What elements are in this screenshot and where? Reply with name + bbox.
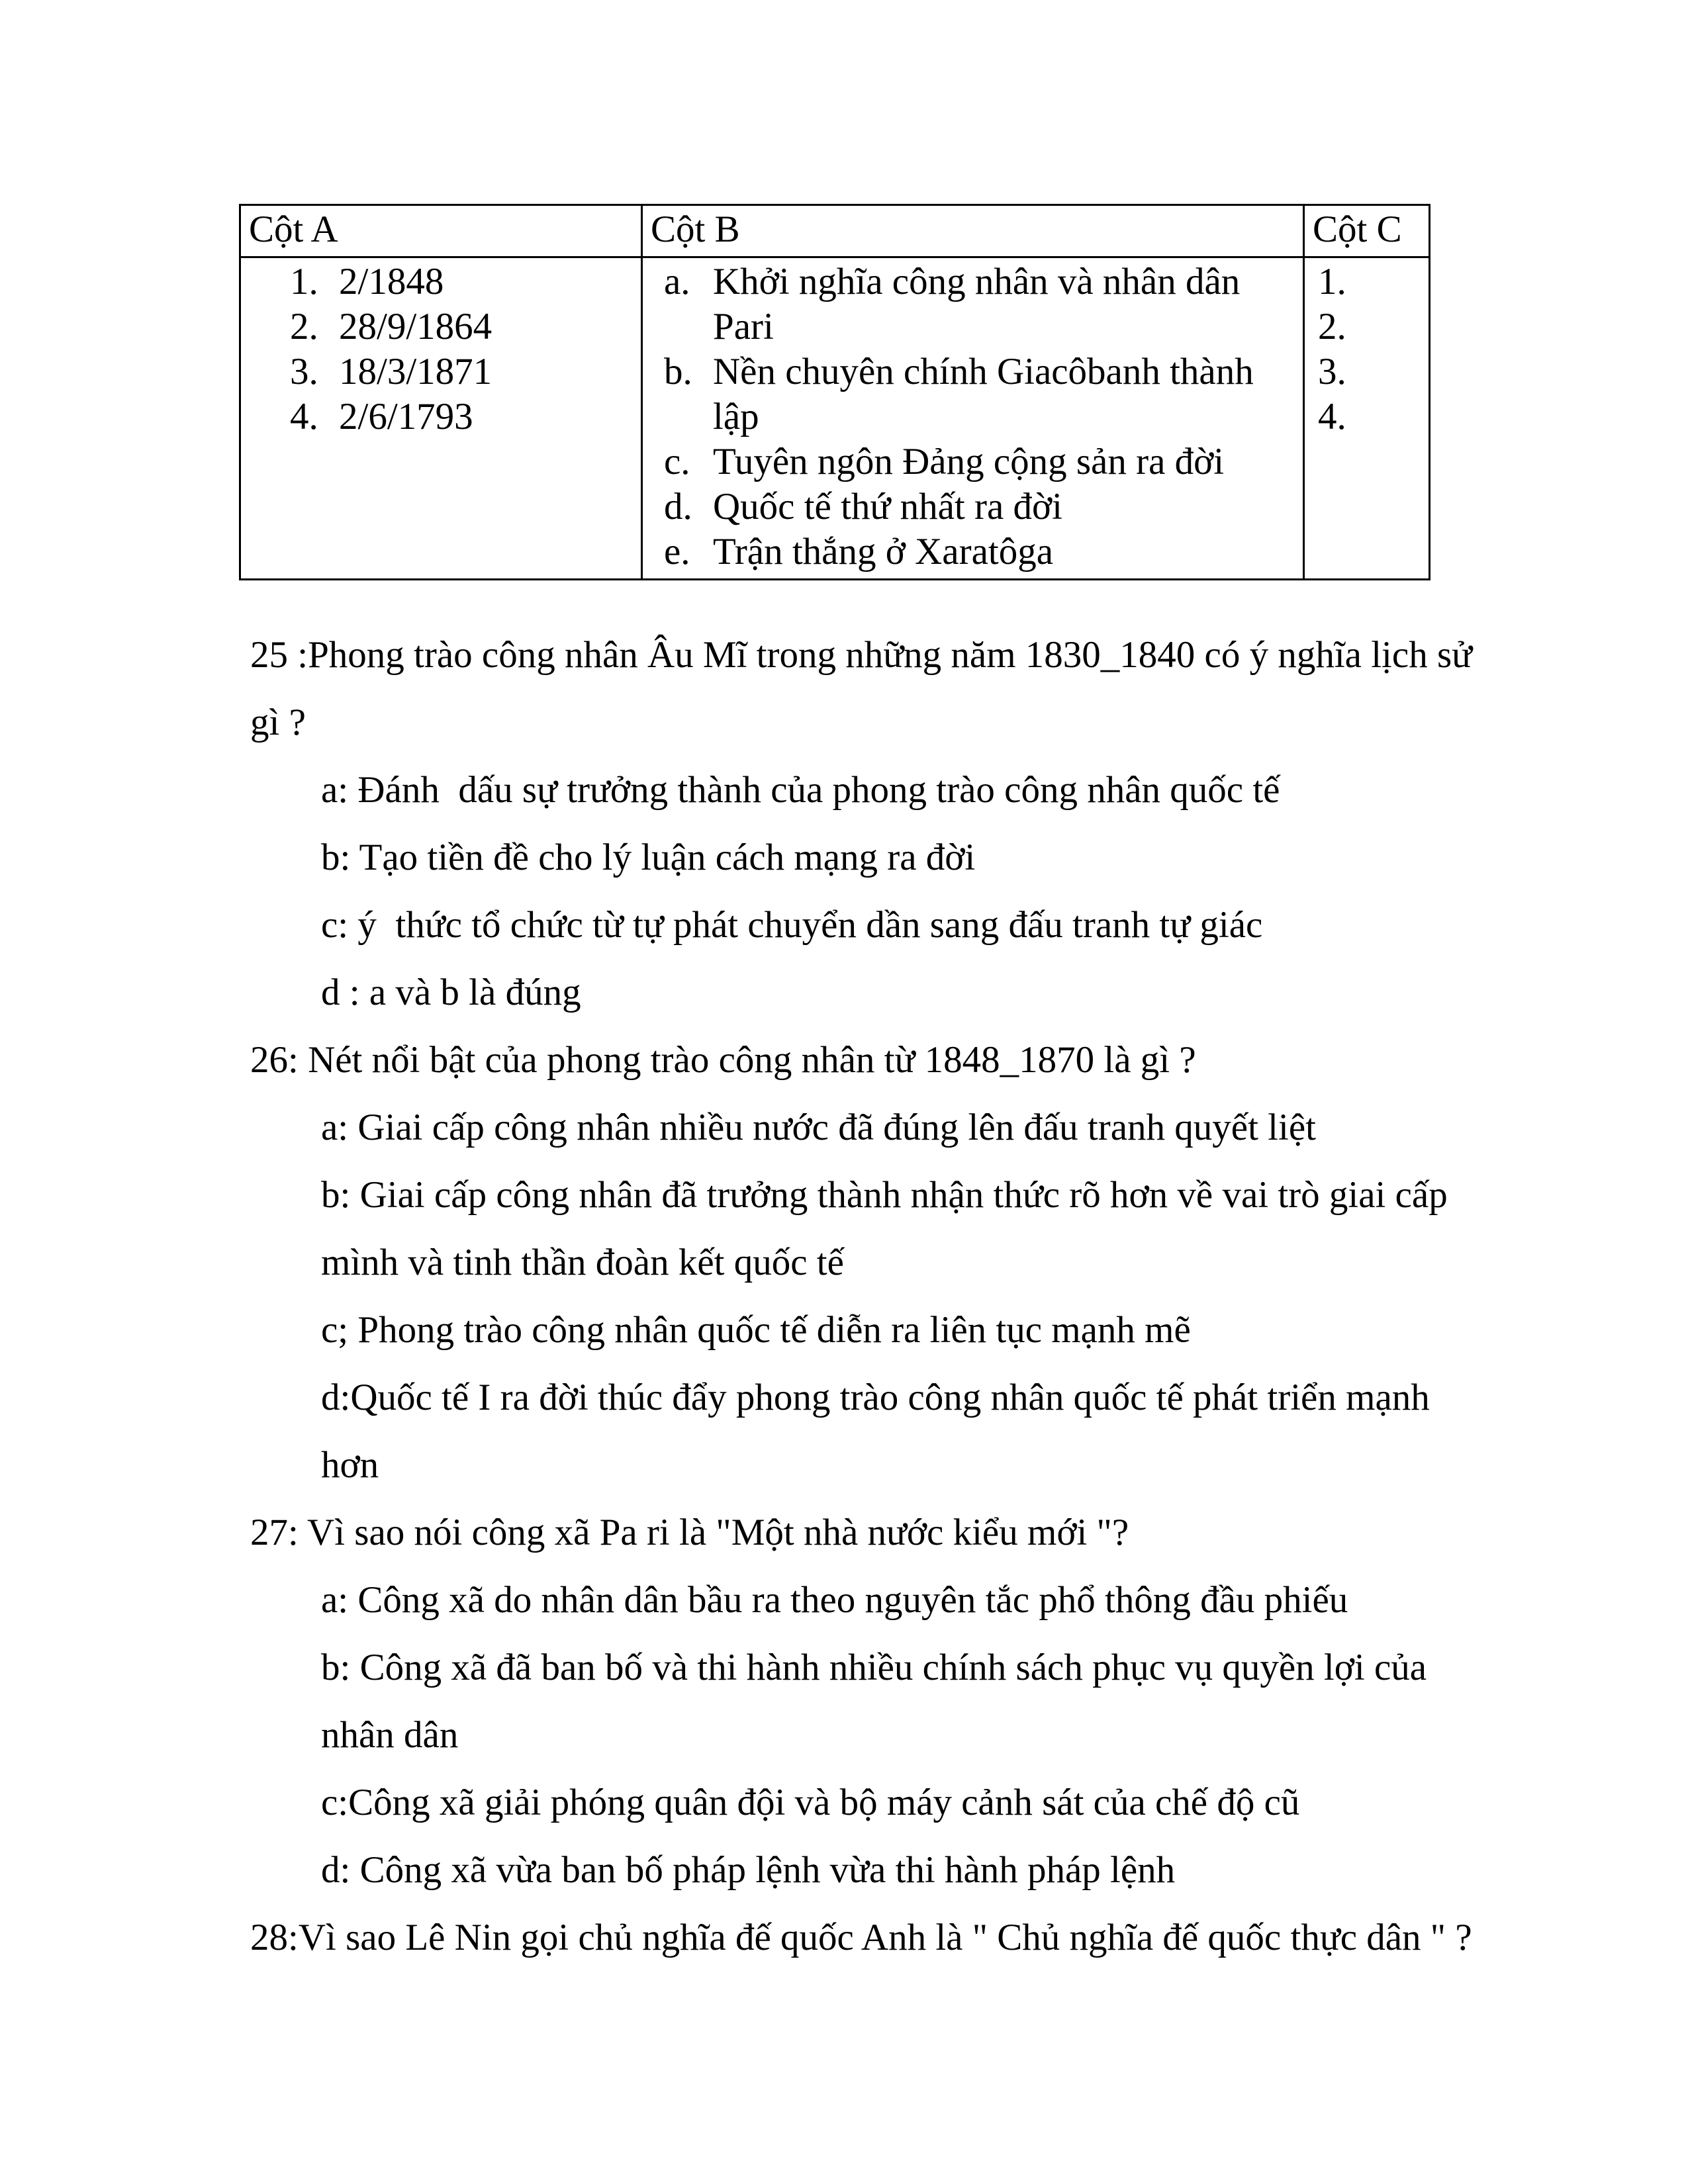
question-25 [250,621,1481,1026]
list-item [1313,394,1421,439]
question-prompt: 25 :Phong trào công nhân Âu Mĩ trong những năm 1830_1840 có ý nghĩa lịch sử gì ? [250,634,1482,743]
list-item [651,439,1295,484]
question-option: d: Công xã vừa ban bố pháp lệnh vừa thi hành pháp lệnh [321,1849,1176,1891]
question-option: d : a và b là đúng [321,972,581,1013]
question-option: b: Công xã đã ban bố và thi hành nhiều chính sách phục vụ quyền lợi của nhân dân [321,1647,1436,1756]
question-prompt: 27: Vì sao nói công xã Pa ri là "Một nhà nước kiểu mới "? [250,1512,1129,1553]
list-item [651,529,1295,574]
list-item [1313,304,1421,349]
list-item [249,349,633,394]
question-option: a: Đánh dấu sự trưởng thành của phong trào công nhân quốc tế [321,769,1280,811]
question-option: c:Công xã giải phóng quân đội và bộ máy cảnh sát của chế độ cũ [321,1782,1300,1823]
list-item [249,394,633,439]
list-item [249,259,633,304]
table-header-col-a: Cột A [240,205,642,257]
item-text: Quốc tế thứ nhất ra đời [713,486,1062,527]
list-item [1313,349,1421,394]
item-text: Trận thắng ở Xaratôga [713,531,1054,572]
col-a-list [249,259,633,439]
item-text: Tuyên ngôn Đảng cộng sản ra đời [713,441,1225,482]
item-letter: b. [664,351,692,392]
item-number: 3. [290,351,318,392]
item-text: 18/3/1871 [339,351,492,392]
table-body-row [240,257,1430,580]
item-number: 1. [290,261,318,302]
table-header-row [240,205,1430,257]
list-item [651,484,1295,529]
question-27 [250,1499,1481,1904]
item-number: 4. [290,396,318,437]
list-item [1313,259,1421,304]
col-b-list [651,259,1295,574]
question-28 [250,1904,1481,1972]
list-item [249,304,633,349]
answer-number: 2. [1318,306,1346,347]
list-item [651,349,1295,439]
col-c-list [1313,259,1421,439]
answer-number: 4. [1318,396,1346,437]
question-option: a: Giai cấp công nhân nhiều nước đã đúng lên đấu tranh quyết liệt [321,1107,1316,1148]
question-option: b: Tạo tiền đề cho lý luận cách mạng ra đời [321,837,976,878]
answer-number: 1. [1318,261,1346,302]
item-text: 2/6/1793 [339,396,473,437]
item-letter: c. [664,441,690,482]
question-option: c; Phong trào công nhân quốc tế diễn ra liên tục mạnh mẽ [321,1309,1191,1351]
question-option: d:Quốc tế I ra đời thúc đẩy phong trào công nhân quốc tế phát triển mạnh hơn [321,1377,1439,1486]
table-header-col-c: Cột C [1304,205,1430,257]
col-b-cell [642,257,1304,580]
question-prompt: 26: Nét nổi bật của phong trào công nhân từ 1848_1870 là gì ? [250,1039,1196,1081]
item-letter: a. [664,261,690,302]
questions-section [250,621,1481,1972]
matching-table [239,204,1430,580]
table-header-col-b: Cột B [642,205,1304,257]
col-a-cell [240,257,642,580]
item-text: Nền chuyên chính Giacôbanh thành lập [713,351,1263,437]
item-text: Khởi nghĩa công nhân và nhân dân Pari [713,261,1250,347]
item-letter: e. [664,531,690,572]
item-letter: d. [664,486,692,527]
question-26 [250,1026,1481,1499]
question-prompt: 28:Vì sao Lê Nin gọi chủ nghĩa đế quốc Anh là " Chủ nghĩa đế quốc thực dân " ? [250,1917,1472,1958]
col-c-cell [1304,257,1430,580]
question-option: c: ý thức tổ chức từ tự phát chuyển dần sang đấu tranh tự giác [321,904,1263,946]
answer-number: 3. [1318,351,1346,392]
item-text: 2/1848 [339,261,444,302]
question-option: a: Công xã do nhân dân bầu ra theo nguyên tắc phổ thông đầu phiếu [321,1579,1348,1621]
question-option: b: Giai cấp công nhân đã trưởng thành nhận thức rõ hơn về vai trò giai cấp mình và tinh thần đoàn kết quốc tế [321,1174,1457,1283]
list-item [651,259,1295,349]
item-number: 2. [290,306,318,347]
item-text: 28/9/1864 [339,306,492,347]
